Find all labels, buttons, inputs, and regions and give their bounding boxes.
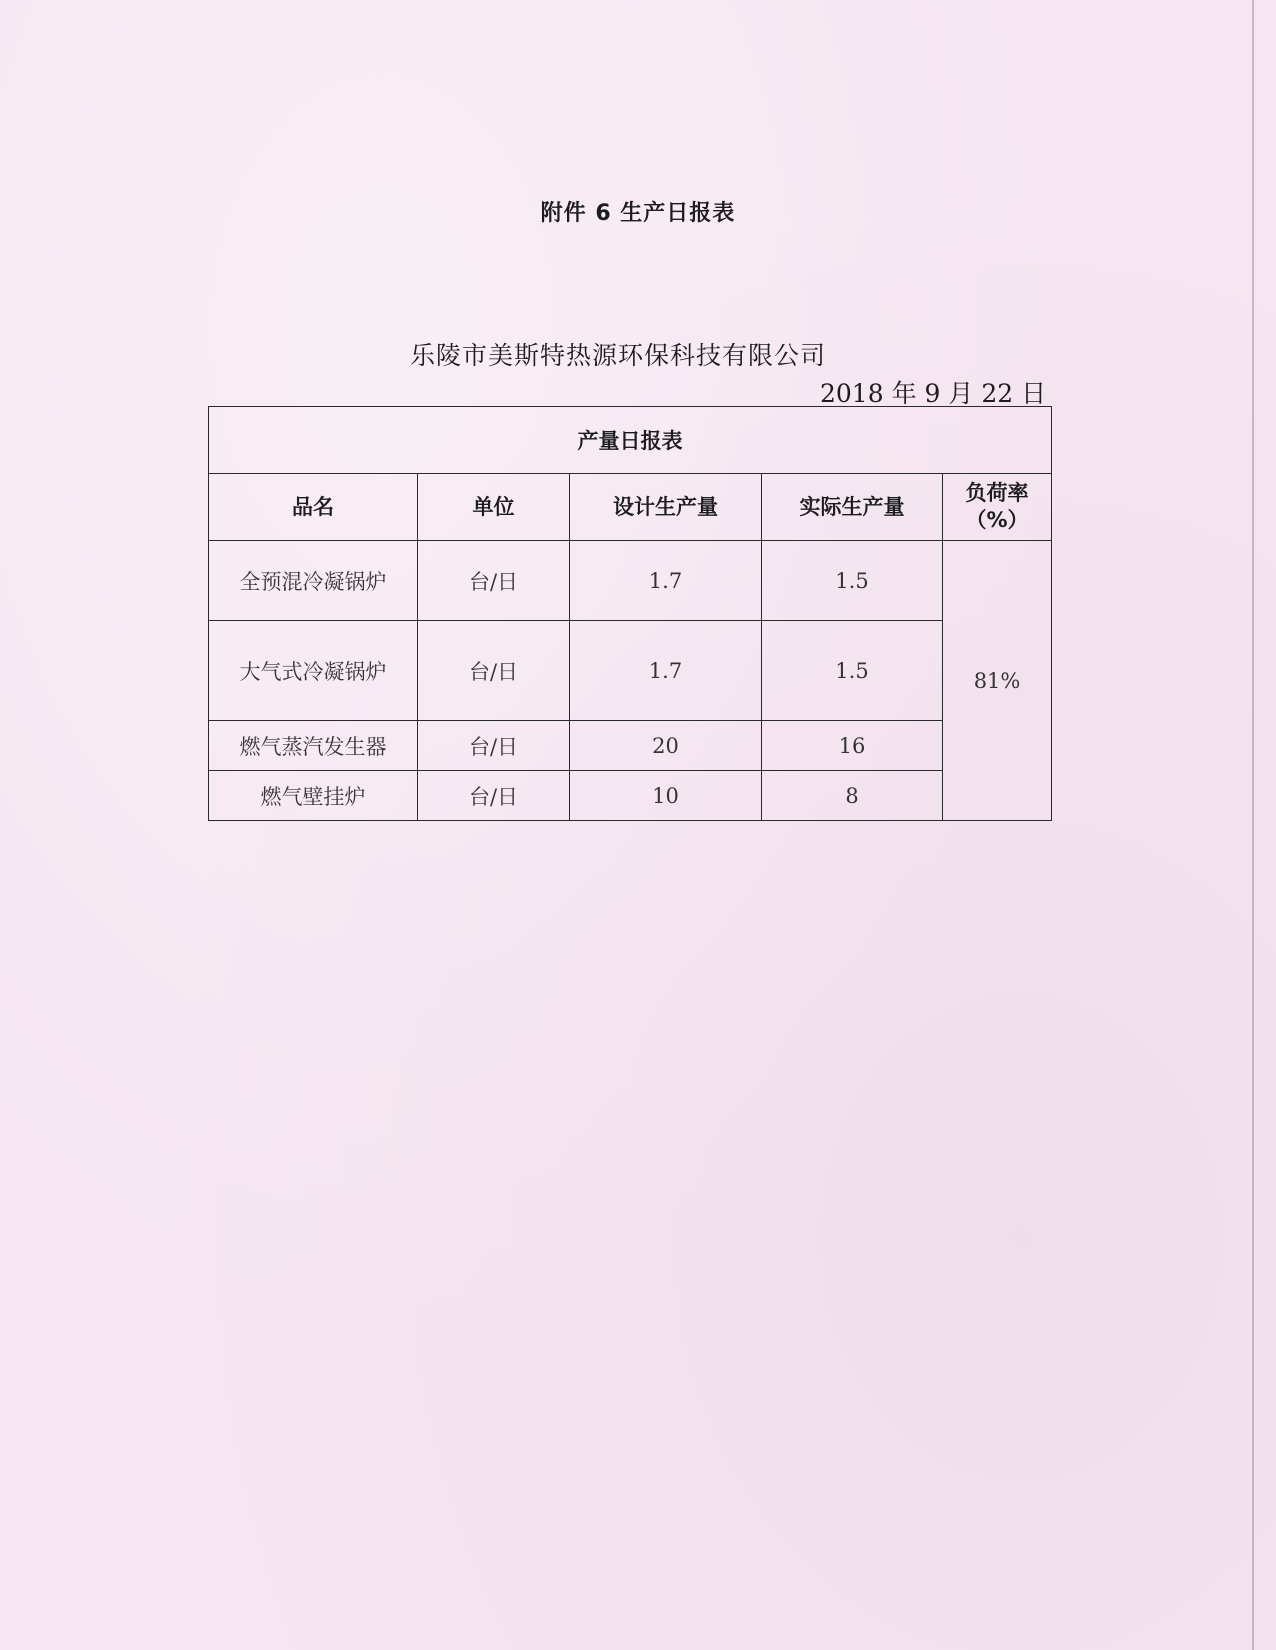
cell-design: 1.7 <box>570 541 762 621</box>
cell-unit: 台/日 <box>418 771 570 821</box>
cell-actual: 1.5 <box>762 541 943 621</box>
cell-name: 燃气壁挂炉 <box>209 771 418 821</box>
header-name: 品名 <box>209 474 418 541</box>
attachment-title: 附件 6 生产日报表 <box>540 201 736 226</box>
cell-actual: 8 <box>762 771 943 821</box>
table-header-row <box>209 474 1052 541</box>
company-name: 乐陵市美斯特热源环保科技有限公司 <box>410 341 827 370</box>
header-design-output: 设计生产量 <box>570 474 762 541</box>
cell-name: 燃气蒸汽发生器 <box>209 721 418 771</box>
table-row <box>209 541 1052 621</box>
cell-actual: 16 <box>762 721 943 771</box>
page-edge-line <box>1252 0 1254 1650</box>
table-row <box>209 721 1052 771</box>
header-load-rate-label: 负荷率 <box>965 481 1029 505</box>
table-caption: 产量日报表 <box>209 407 1052 474</box>
header-load-rate <box>943 474 1052 541</box>
header-unit: 单位 <box>418 474 570 541</box>
table-caption-row <box>209 407 1052 474</box>
table-row <box>209 621 1052 721</box>
table-row <box>209 771 1052 821</box>
header-load-rate-unit: （%） <box>965 508 1029 532</box>
cell-design: 1.7 <box>570 621 762 721</box>
report-date: 2018 年 9 月 22 日 <box>820 379 1047 408</box>
header-actual-output: 实际生产量 <box>762 474 943 541</box>
cell-actual: 1.5 <box>762 621 943 721</box>
cell-unit: 台/日 <box>418 721 570 771</box>
cell-load-rate: 81% <box>943 541 1052 821</box>
cell-design: 20 <box>570 721 762 771</box>
cell-unit: 台/日 <box>418 541 570 621</box>
cell-name: 全预混冷凝锅炉 <box>209 541 418 621</box>
production-daily-report-table <box>208 406 1052 821</box>
cell-unit: 台/日 <box>418 621 570 721</box>
cell-name: 大气式冷凝锅炉 <box>209 621 418 721</box>
cell-design: 10 <box>570 771 762 821</box>
